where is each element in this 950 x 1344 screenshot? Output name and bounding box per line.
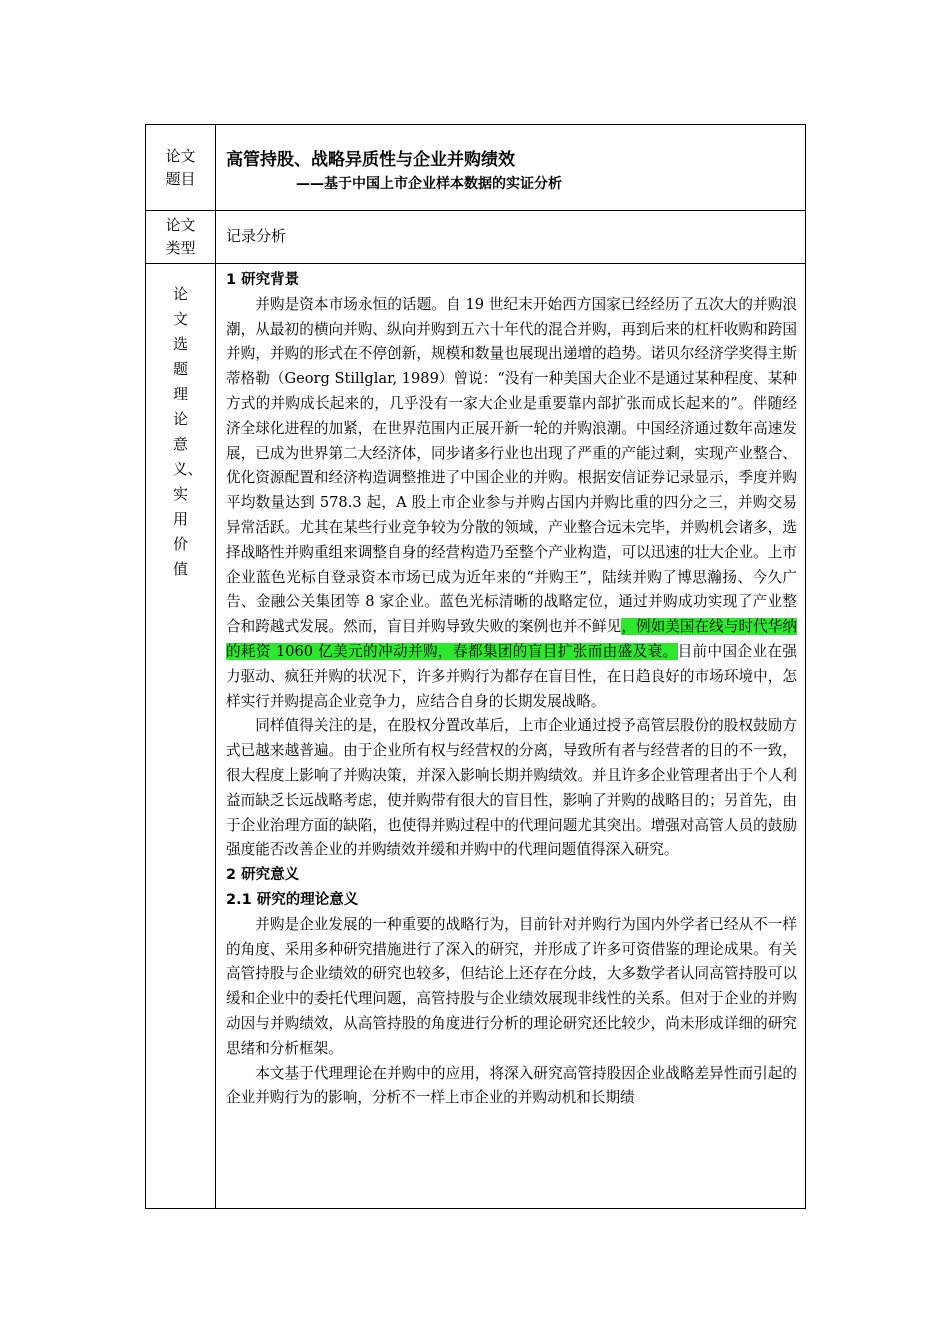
type-row [146, 211, 806, 264]
paragraph-background-2: 同样值得关注的是，在股权分置改革后，上市企业通过授予高管层股份的股权鼓励方式已越来越普遍。由于企业所有权与经营权的分离，导致所有者与经营者的目的不一致，很大程度上影响了并购决策，并深入影响长期并购绩效。并且许多企业管理者出于个人利益而缺乏长远战略考虑，使并购带有很大的盲目性，影响了并购的战略目的；另首先，由于企业治理方面的缺陷，也使得并购过程中的代理问题尤其突出。增强对高管人员的鼓励强度能否改善企业的并购绩效并缓和并购中的代理问题值得深入研究。 [226, 717, 797, 859]
significance-content-cell [216, 264, 806, 1209]
paragraph-theory-1: 并购是企业发展的一种重要的战略行为，目前针对并购行为国内外学者已经从不一样的角度、采用多种研究措施进行了深入的研究，并形成了许多可资借鉴的理论成果。有关高管持股与企业绩效的研究也较多，但结论上还存在分歧，大多数学者认同高管持股可以缓和企业中的委托代理问题，高管持股与企业绩效展现非线性的关系。但对于企业的并购动因与并购绩效，从高管持股的角度进行分析的理论研究还比较少，尚未形成详细的研究思绪和分析框架。 [226, 915, 797, 1057]
paragraph-theory-2: 本文基于代理理论在并购中的应用，将深入研究高管持股因企业战略差异性而引起的企业并购行为的影响，分析不一样上市企业的并购动机和长期绩 [226, 1064, 797, 1107]
type-label-line2: 类型 [165, 239, 196, 257]
paragraph-background-1-text-a: 并购是资本市场永恒的话题。自 19 世纪末开始西方国家已经经历了五次大的并购浪潮，从最初的横向并购、纵向并购到五六十年代的混合并购，再到后来的杠杆收购和跨国并购，并购的形式在不停创新，规模和数量也展现出递增的趋势。诺贝尔经济学奖得主斯蒂格勒（Georg Stillglar, 1989）曾说：“没有一种美国大企业不是通过某种程度、某种方式的并购成长起来的，几乎没有一家大企业是重要靠内部扩张而成长起来的”。伴随经济全球化进程的加紧，在世界范围内正展开新一轮的并购浪潮。中国经济通过数年高速发展，已成为世界第二大经济体，同步诸多行业也出现了严重的产能过剩，实现产业整合、优化资源配置和经济构造调整推进了中国企业的并购。根据安信证券记录显示，季度并购平均数量达到 578.3 起，A 股上市企业参与并购占国内并购比重的四分之三，并购交易异常活跃。尤其在某些行业竞争较为分散的领域，产业整合远未完毕，并购机会诸多，选择战略性并购重组来调整自身的经营构造乃至整个产业构造，可以迅速的壮大企业。上市企业蓝色光标自登录资本市场已成为近年来的“并购王”，陆续并购了博思瀚扬、今久广告、金融公关集团等 8 家企业。蓝色光标清晰的战略定位，通过并购成功实现了产业整合和跨越式发展。然而，盲目并购导致失败的案例也并不鲜见 [226, 295, 797, 636]
title-label-line1: 论文 [165, 147, 196, 165]
significance-row [146, 264, 806, 1209]
title-row [146, 125, 806, 211]
heading-theoretical-significance: 2.1 研究的理论意义 [226, 891, 359, 908]
significance-content [216, 264, 805, 1111]
thesis-proposal-table [145, 124, 806, 1209]
paragraph-background-1-text-b: 目前中国企业在强力驱动、疯狂并购的状况下，许多并购行为都存在盲目性，在日趋良好的市场环境中，怎样实行并购提高企业竞争力，应结合自身的长期发展战略。 [226, 642, 797, 710]
highlighted-text: ，例如美国在线与时代华纳的耗资 1060 亿美元的冲动并购，春都集团的盲目扩张而由盛及衰。 [226, 618, 797, 660]
paragraph-background-1 [226, 293, 797, 715]
title-label-cell [146, 125, 216, 211]
type-value-cell [216, 211, 806, 264]
heading-research-significance: 2 研究意义 [226, 867, 300, 884]
significance-label-cell [146, 264, 216, 1209]
title-label-line2: 题目 [165, 170, 196, 188]
heading-research-background: 1 研究背景 [226, 272, 300, 288]
type-label-line1: 论文 [165, 216, 196, 234]
thesis-subtitle: ——基于中国上市企业样本数据的实证分析 [296, 176, 562, 192]
type-label-cell [146, 211, 216, 264]
significance-label: 论文选题理论意义、实用价值 [172, 285, 203, 578]
thesis-title: 高管持股、战略异质性与企业并购绩效 [226, 150, 515, 170]
thesis-type: 记录分析 [226, 227, 287, 245]
title-value-cell [216, 125, 806, 211]
